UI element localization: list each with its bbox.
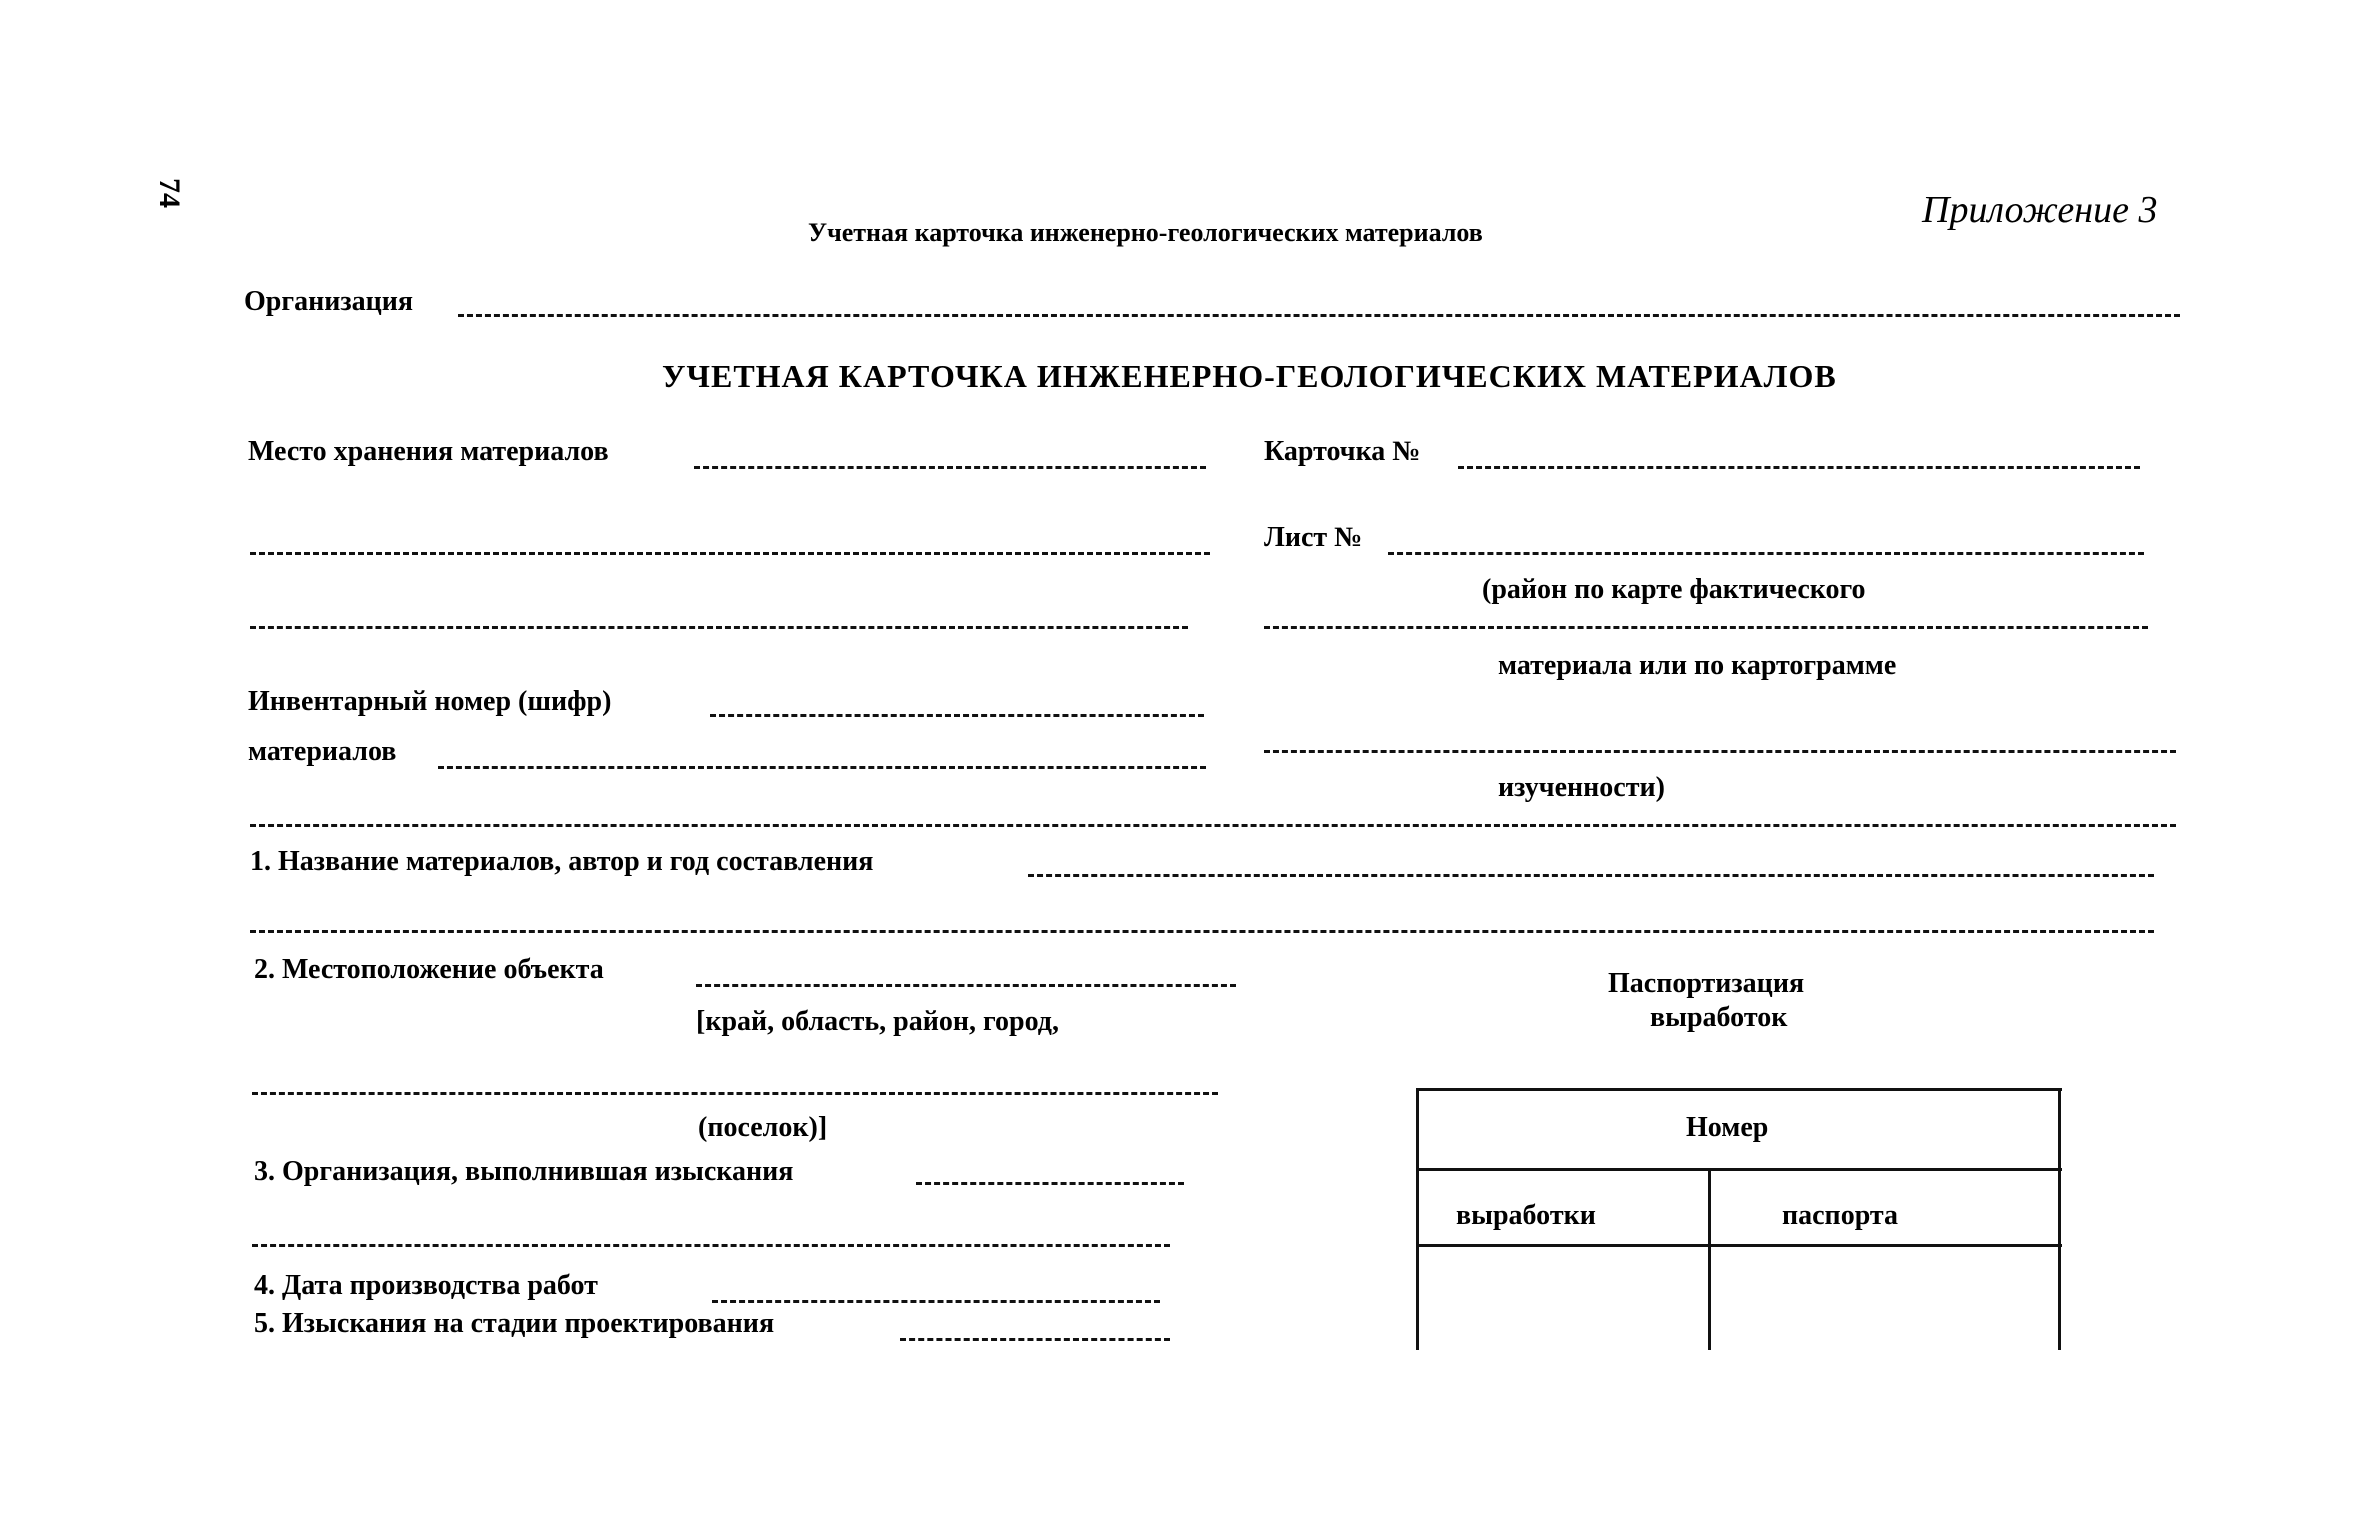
sheet-number-label: Лист № (1264, 522, 1363, 553)
col-group-number: Номер (1686, 1112, 1769, 1143)
item-2-hint-2: (поселок)] (698, 1112, 828, 1143)
item-1-line-2 (250, 930, 2154, 933)
item-1-line (1028, 874, 2154, 877)
appendix-label: Приложение 3 (1922, 189, 2158, 231)
table-header-divider (1416, 1168, 2062, 1171)
item-3-line-2 (252, 1244, 1170, 1247)
materials-label: материалов (248, 736, 397, 767)
organization-line (458, 314, 2180, 317)
item-3-label: 3. Организация, выполнившая изыскания (254, 1156, 794, 1187)
item-1-label: 1. Название материалов, автор и год составления (250, 846, 874, 877)
header-title: Учетная карточка инженерно-геологических материалов (808, 218, 1483, 247)
table-right-border (2058, 1088, 2061, 1350)
passport-table (1416, 1088, 2062, 1350)
item-2-line (696, 984, 1236, 987)
table-subheader-divider (1416, 1244, 2062, 1247)
item-5-label: 5. Изыскания на стадии проектирования (254, 1308, 775, 1339)
table-top-border (1416, 1088, 2062, 1091)
col-excavation: выработки (1456, 1200, 1596, 1231)
region-note-line1: (район по карте фактического (1482, 574, 1866, 605)
inventory-number-line (710, 714, 1204, 717)
inventory-number-label: Инвентарный номер (шифр) (248, 686, 612, 717)
region-note-line2: материала или по картограмме (1498, 650, 1897, 681)
region-line-1 (1264, 626, 2148, 629)
card-number-label: Карточка № (1264, 436, 1421, 467)
col-passport: паспорта (1782, 1200, 1898, 1231)
sheet-number-line (1388, 552, 2144, 555)
region-note-line3: изученности) (1498, 772, 1665, 803)
item-2-hint-1: [край, область, район, город, (696, 1006, 1059, 1037)
passport-title-line1: Паспортизация (1608, 968, 1805, 999)
item-5-line (900, 1338, 1170, 1341)
table-left-border (1416, 1088, 1419, 1350)
storage-place-line-3 (250, 626, 1188, 629)
item-4-label: 4. Дата производства работ (254, 1270, 598, 1301)
storage-place-label: Место хранения материалов (248, 436, 609, 467)
item-2-line-2 (252, 1092, 1218, 1095)
item-4-line (712, 1300, 1160, 1303)
storage-place-line-2 (250, 552, 1210, 555)
page-number: 74 (153, 178, 186, 208)
storage-place-line (694, 466, 1206, 469)
region-line-2 (1264, 750, 2176, 753)
organization-label: Организация (244, 286, 413, 317)
card-number-line (1458, 466, 2140, 469)
item-2-label: 2. Местоположение объекта (254, 954, 604, 985)
passport-title-line2: выработок (1650, 1002, 1788, 1033)
table-column-divider (1708, 1168, 1711, 1350)
materials-line (438, 766, 1206, 769)
separator-line (250, 824, 2176, 827)
item-3-line (916, 1182, 1184, 1185)
main-title: УЧЕТНАЯ КАРТОЧКА ИНЖЕНЕРНО-ГЕОЛОГИЧЕСКИХ МАТЕРИАЛОВ (662, 358, 1837, 394)
